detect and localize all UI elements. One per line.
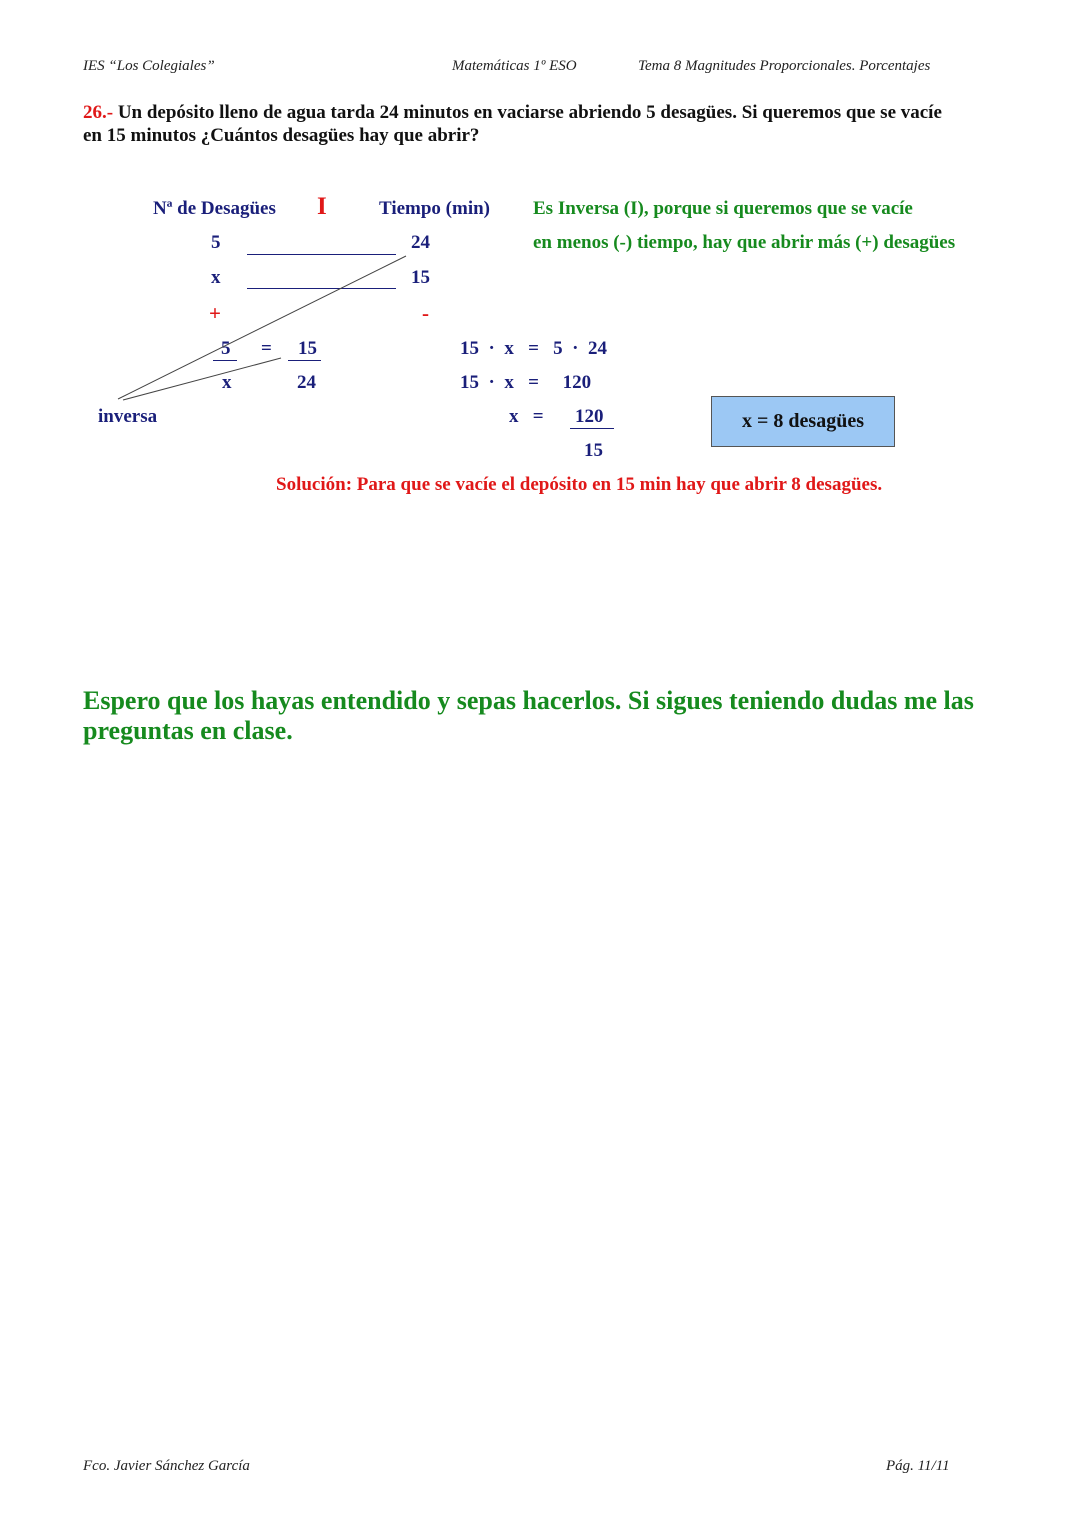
relation-marker: I <box>317 193 327 220</box>
problem-text-line2: en 15 minutos ¿Cuántos desagües hay que abrir? <box>83 125 480 146</box>
row1-time: 24 <box>411 232 430 253</box>
step3-lhs: x = <box>509 406 544 427</box>
step3-numerator: 120 <box>570 406 614 429</box>
solution-text: Solución: Para que se vacíe el depósito en 15 min hay que abrir 8 desagües. <box>276 474 883 495</box>
result-text: x = 8 desagües <box>742 410 864 432</box>
row2-time: 15 <box>411 267 430 288</box>
result-box <box>711 396 895 447</box>
proportion-equals: = <box>261 338 272 359</box>
explanation-line2: en menos (-) tiempo, hay que abrir más (+) desagües <box>533 232 956 253</box>
closing-line1: Espero que los hayas entendido y sepas hacerlos. Si sigues teniendo dudas me las <box>83 686 974 715</box>
closing-line2: preguntas en clase. <box>83 716 293 745</box>
row1-drains: 5 <box>211 232 221 253</box>
step2: 15 · x = 120 <box>460 372 592 393</box>
inverse-label: inversa <box>98 406 158 427</box>
step3-denominator: 15 <box>584 440 603 461</box>
problem-text-line1: Un depósito lleno de agua tarda 24 minutos en vaciarse abriendo 5 desagües. Si queremos que se vacíe <box>117 102 942 123</box>
fraction1-denominator: x <box>222 372 232 393</box>
footer-author: Fco. Javier Sánchez García <box>83 1458 250 1474</box>
problem-number: 26.- <box>83 102 114 123</box>
header-subject: Matemáticas 1º ESO <box>452 58 577 74</box>
header-school: IES “Los Colegiales” <box>83 58 215 74</box>
fraction1-numerator: 5 <box>213 338 237 361</box>
header-topic: Tema 8 Magnitudes Proporcionales. Porcentajes <box>638 58 931 74</box>
column-header-drains: Nª de Desagües <box>153 198 276 219</box>
row2-drains: x <box>211 267 221 288</box>
minus-sign: - <box>422 301 429 325</box>
fraction2-denominator: 24 <box>297 372 316 393</box>
fraction2-numerator: 15 <box>288 338 321 361</box>
column-header-time: Tiempo (min) <box>379 198 491 219</box>
footer-page-number: Pág. 11/11 <box>886 1458 950 1474</box>
step1: 15 · x = 5 · 24 <box>460 338 607 359</box>
plus-sign: + <box>209 301 221 325</box>
explanation-line1: Es Inversa (I), porque si queremos que se vacíe <box>533 198 913 219</box>
